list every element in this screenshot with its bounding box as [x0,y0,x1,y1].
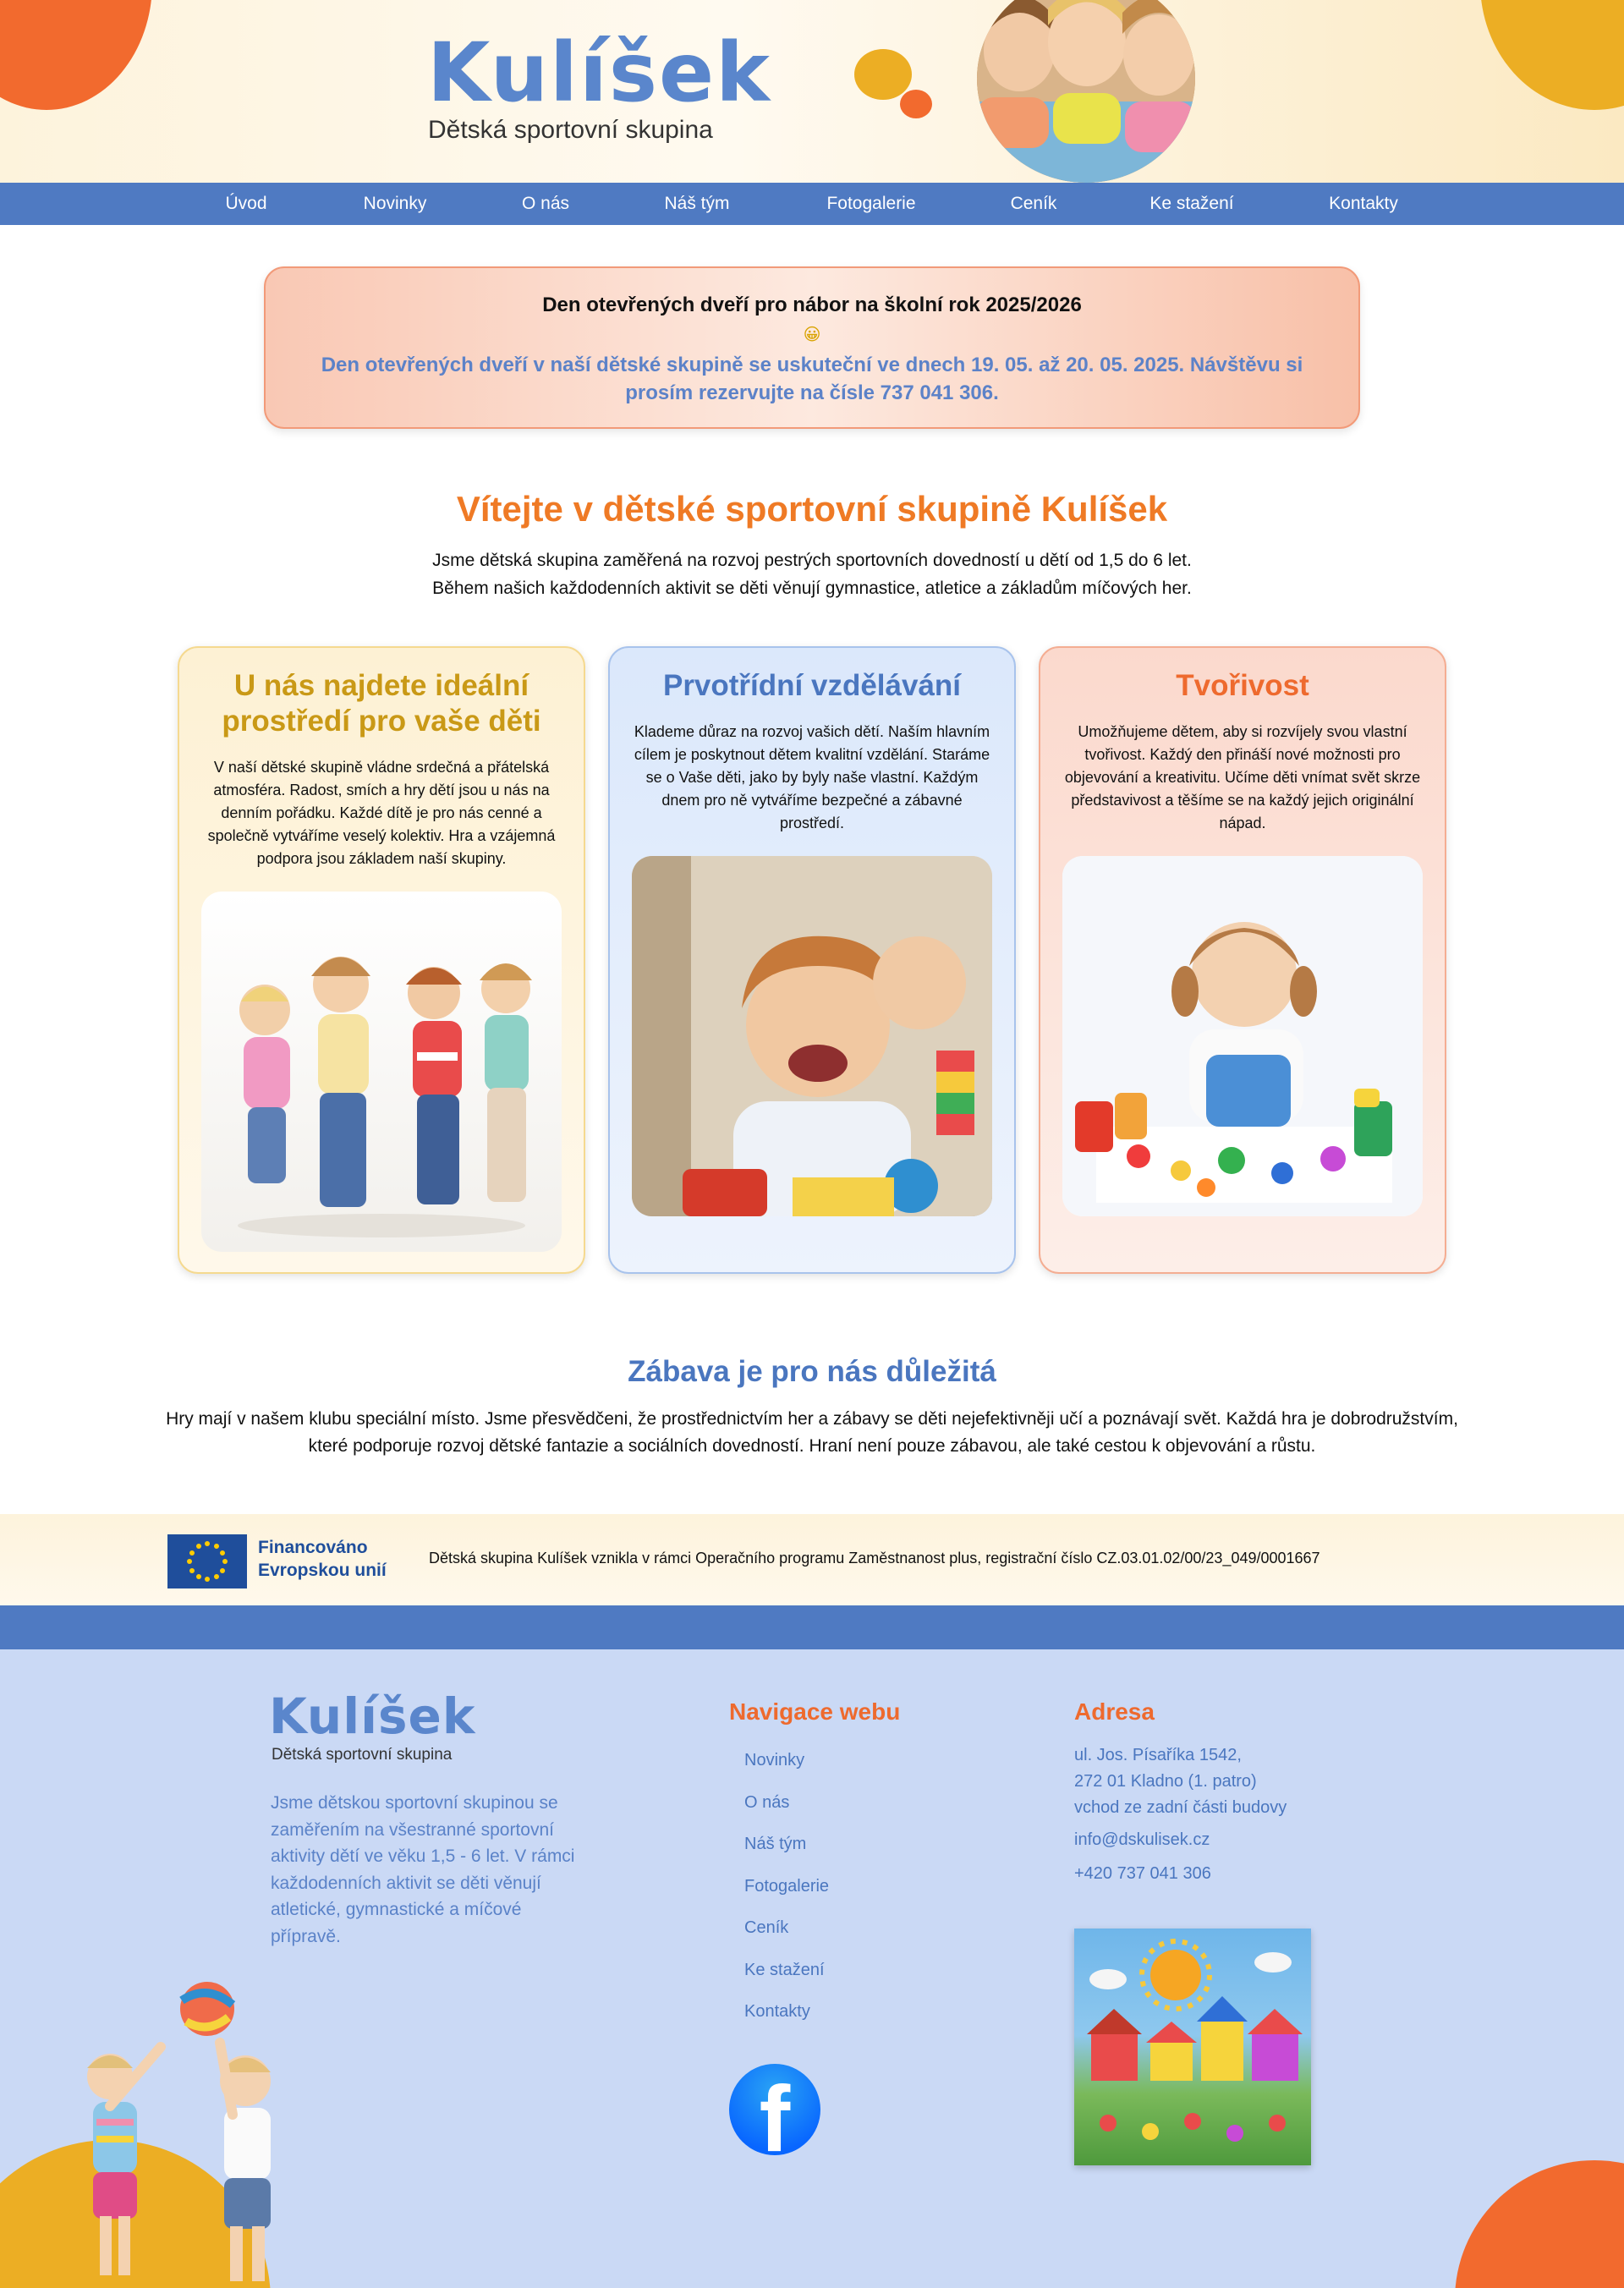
footer-link-cenik[interactable]: Ceník [744,1918,789,1937]
eu-star-icon [220,1568,225,1573]
eu-star-icon [214,1574,219,1579]
site-tagline: Dětská sportovní skupina [428,116,713,144]
decor-dot-yellow [854,49,912,100]
eu-flag-icon [167,1534,247,1588]
announcement-box [264,266,1360,429]
footer-logo[interactable]: Kulíšek [269,1687,476,1745]
decor-blob-yellow [1480,0,1624,110]
card-text: V naší dětské skupině vládne srdečná a přátelská atmosféra. Radost, smích a hry dětí jsou u nás na denním pořádku. Každé dítě je pro nás cenné a společně vytváříme veselý kolektiv. Hra a vzájemná podpora jsou základem naší skupiny. [207,759,556,867]
eu-label-line-1: Financováno [258,1538,368,1557]
address-line-3: vchod ze zadní části budovy [1074,1798,1287,1817]
card-text: Umožňujeme dětem, aby si rozvíjely svou vlastní tvořivost. Každý den přináší nové možnosti pro objevování a kreativitu. Učíme děti vnímat svět skrze představivost a těšíme se na každý jejich originální nápad. [1064,723,1421,831]
footer-link-novinky[interactable]: Novinky [744,1751,805,1769]
footer-address-heading: Adresa [1074,1698,1155,1725]
footer-link-o-nas[interactable]: O nás [744,1793,790,1812]
footer-address [1074,1742,1287,1821]
eu-star-icon [205,1541,210,1546]
children-ball-illustration [59,1962,347,2288]
eu-star-icon [189,1550,195,1556]
footer-nav-heading: Navigace webu [729,1698,901,1725]
welcome-line-1: Jsme dětská skupina zaměřená na rozvoj pestrých sportovních dovedností u dětí od 1,5 do 6 let. [432,551,1192,570]
card-text: Klademe důraz na rozvoj vašich dětí. Naším hlavním cílem je poskytnout dětem kvalitní vzdělání. Staráme se o Vaše děti, jako by byly naše vlastní. Každým dnem pro ně vytváříme bezpečné a zábavné prostředí. [634,723,990,831]
hero-children-photo [977,0,1195,183]
child-playing-blocks-photo [632,856,992,1216]
child-painting-illustration [1062,856,1423,1216]
decor-blob-orange [1455,2160,1624,2288]
announcement-title: Den otevřených dveří pro nábor na školní rok 2025/2026 [542,294,1082,316]
site-footer [0,1649,1624,2288]
address-line-1: ul. Jos. Písaříka 1542, [1074,1746,1242,1764]
running-children-photo [201,892,562,1252]
card-title: U nás najdete ideální prostředí pro vaše děti [222,669,541,738]
feature-card-environment [178,646,585,1274]
announcement-text: Den otevřených dveří v naší dětské skupině se uskuteční ve dnech 19. 05. až 20. 05. 2025. Návštěvu si prosím rezervujte na čísle 737 041 306. [321,354,1303,404]
card-title: Prvotřídní vzdělávání [662,669,962,702]
footer-link-kontakty[interactable]: Kontakty [744,2002,810,2021]
eu-star-icon [214,1544,219,1549]
running-children-illustration [201,892,562,1252]
site-logo[interactable]: Kulíšek [427,25,771,120]
eu-star-icon [196,1544,201,1549]
eu-funding-label [258,1536,387,1582]
eu-label-line-2: Evropskou unií [258,1561,387,1580]
eu-star-icon [187,1559,192,1564]
nav-item-uvod[interactable]: Úvod [225,194,267,213]
smile-emoji-icon: 😀 [803,326,821,344]
feature-card-creativity [1039,646,1446,1274]
fun-section-text: Hry mají v našem klubu speciální místo. Jsme přesvědčeni, že prostřednictvím her a zábavy se děti nejefektivněji učí a poznávají svět. Každá hra je dobrodružstvím, které podporuje rozvoj dětské fantazie a sociálních dovedností. Hraní není pouze zábavou, ale také cestou k objevování a růstu. [166,1409,1458,1456]
nav-item-kontakty[interactable]: Kontakty [1329,194,1398,213]
footer-link-ke-stazeni[interactable]: Ke stažení [744,1961,825,1979]
site-header [0,0,1624,183]
houses-drawing-illustration [1074,1929,1311,2165]
nav-item-ke-stazeni[interactable]: Ke stažení [1149,194,1234,213]
decor-blob-orange [0,0,152,110]
feature-card-education [608,646,1016,1274]
welcome-line-2: Během našich každodenních aktivit se děti věnují gymnastice, atletice a základům míčových her. [432,579,1192,598]
footer-about-text: Jsme dětskou sportovní skupinou se zaměřením na všestranné sportovní aktivity dětí ve věku 1,5 - 6 let. V rámci každodenních aktivit se děti věnují atletické, gymnastické a míčové přípravě. [271,1793,575,1946]
nav-item-o-nas[interactable]: O nás [521,194,570,213]
footer-email-link[interactable]: info@dskulisek.cz [1074,1830,1210,1849]
eu-star-icon [196,1574,201,1579]
nav-item-nas-tym[interactable]: Náš tým [664,194,730,213]
eu-star-icon [205,1577,210,1582]
welcome-title: Vítejte v dětské sportovní skupině Kulíšek [456,489,1168,529]
hero-photo-illustration [977,0,1195,183]
welcome-text [304,546,1320,602]
eu-star-icon [222,1559,228,1564]
child-drawing-image [1074,1929,1311,2165]
eu-star-icon [220,1550,225,1556]
main-nav [0,183,1624,225]
card-title: Tvořivost [1176,669,1309,702]
footer-top-band [0,1605,1624,1649]
nav-item-fotogalerie[interactable]: Fotogalerie [826,194,916,213]
footer-tagline: Dětská sportovní skupina [272,1746,453,1764]
footer-link-nas-tym[interactable]: Náš tým [744,1835,807,1853]
facebook-icon[interactable]: f [729,2064,820,2155]
nav-item-novinky[interactable]: Novinky [363,194,427,213]
decor-dot-orange [900,90,932,118]
eu-funding-text: Dětská skupina Kulíšek vznikla v rámci Operačního programu Zaměstnanost plus, registrační číslo CZ.03.01.02/00/23_049/0001667 [429,1550,1320,1566]
eu-star-icon [189,1568,195,1573]
child-painting-photo [1062,856,1423,1216]
eu-funding-strip [0,1514,1624,1605]
fun-section-title: Zábava je pro nás důležitá [628,1355,996,1388]
nav-item-cenik[interactable]: Ceník [1010,194,1057,213]
child-playing-illustration [632,856,992,1216]
address-line-2: 272 01 Kladno (1. patro) [1074,1772,1257,1791]
footer-link-fotogalerie[interactable]: Fotogalerie [744,1877,830,1896]
footer-phone-link[interactable]: +420 737 041 306 [1074,1864,1211,1883]
